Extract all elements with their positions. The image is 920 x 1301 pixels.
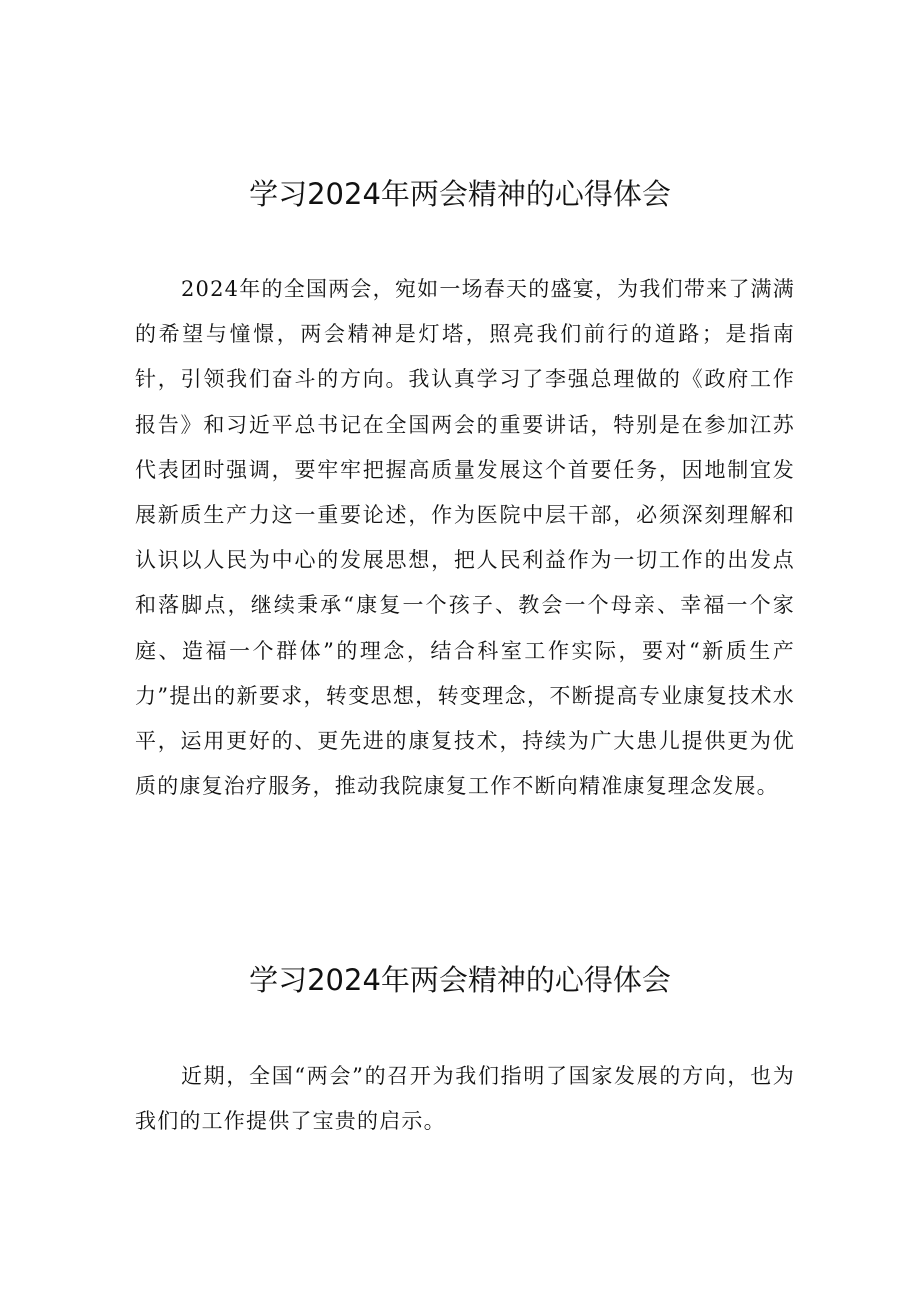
section-title: 学习2024年两会精神的心得体会 — [249, 177, 671, 211]
section-paragraph: 2024年的全国两会，宛如一场春天的盛宴，为我们带来了满满的希望与憧憬，两会精神是灯塔，照亮我们前行的道路；是指南针，引领我们奋斗的方向。我认真学习了李强总理做的《政府工作报告》和习近平总书记在全国两会的重要讲话，特别是在参加江苏代表团时强调，要牢牢把握高质量发展这个首要任务，因地制宜发展新质生产力这一重要论述，作为医院中层干部，必须深刻理解和认识以人民为中心的发展思想，把人民利益作为一切工作的出发点和落脚点，继续秉承“康复一个孩子、教会一个母亲、幸福一个家庭、造福一个群体”的理念，结合科室工作实际，要对“新质生产力”提出的新要求，转变思想，转变理念，不断提高专业康复技术水平，运用更好的、更先进的康复技术，持续为广大患儿提供更为优质的康复治疗服务，推动我院康复工作不断向精准康复理念发展。 — [135, 277, 795, 799]
section-title: 学习2024年两会精神的心得体会 — [249, 963, 671, 997]
section-paragraph: 近期，全国“两会”的召开为我们指明了国家发展的方向，也为我们的工作提供了宝贵的启示。 — [135, 1064, 795, 1134]
